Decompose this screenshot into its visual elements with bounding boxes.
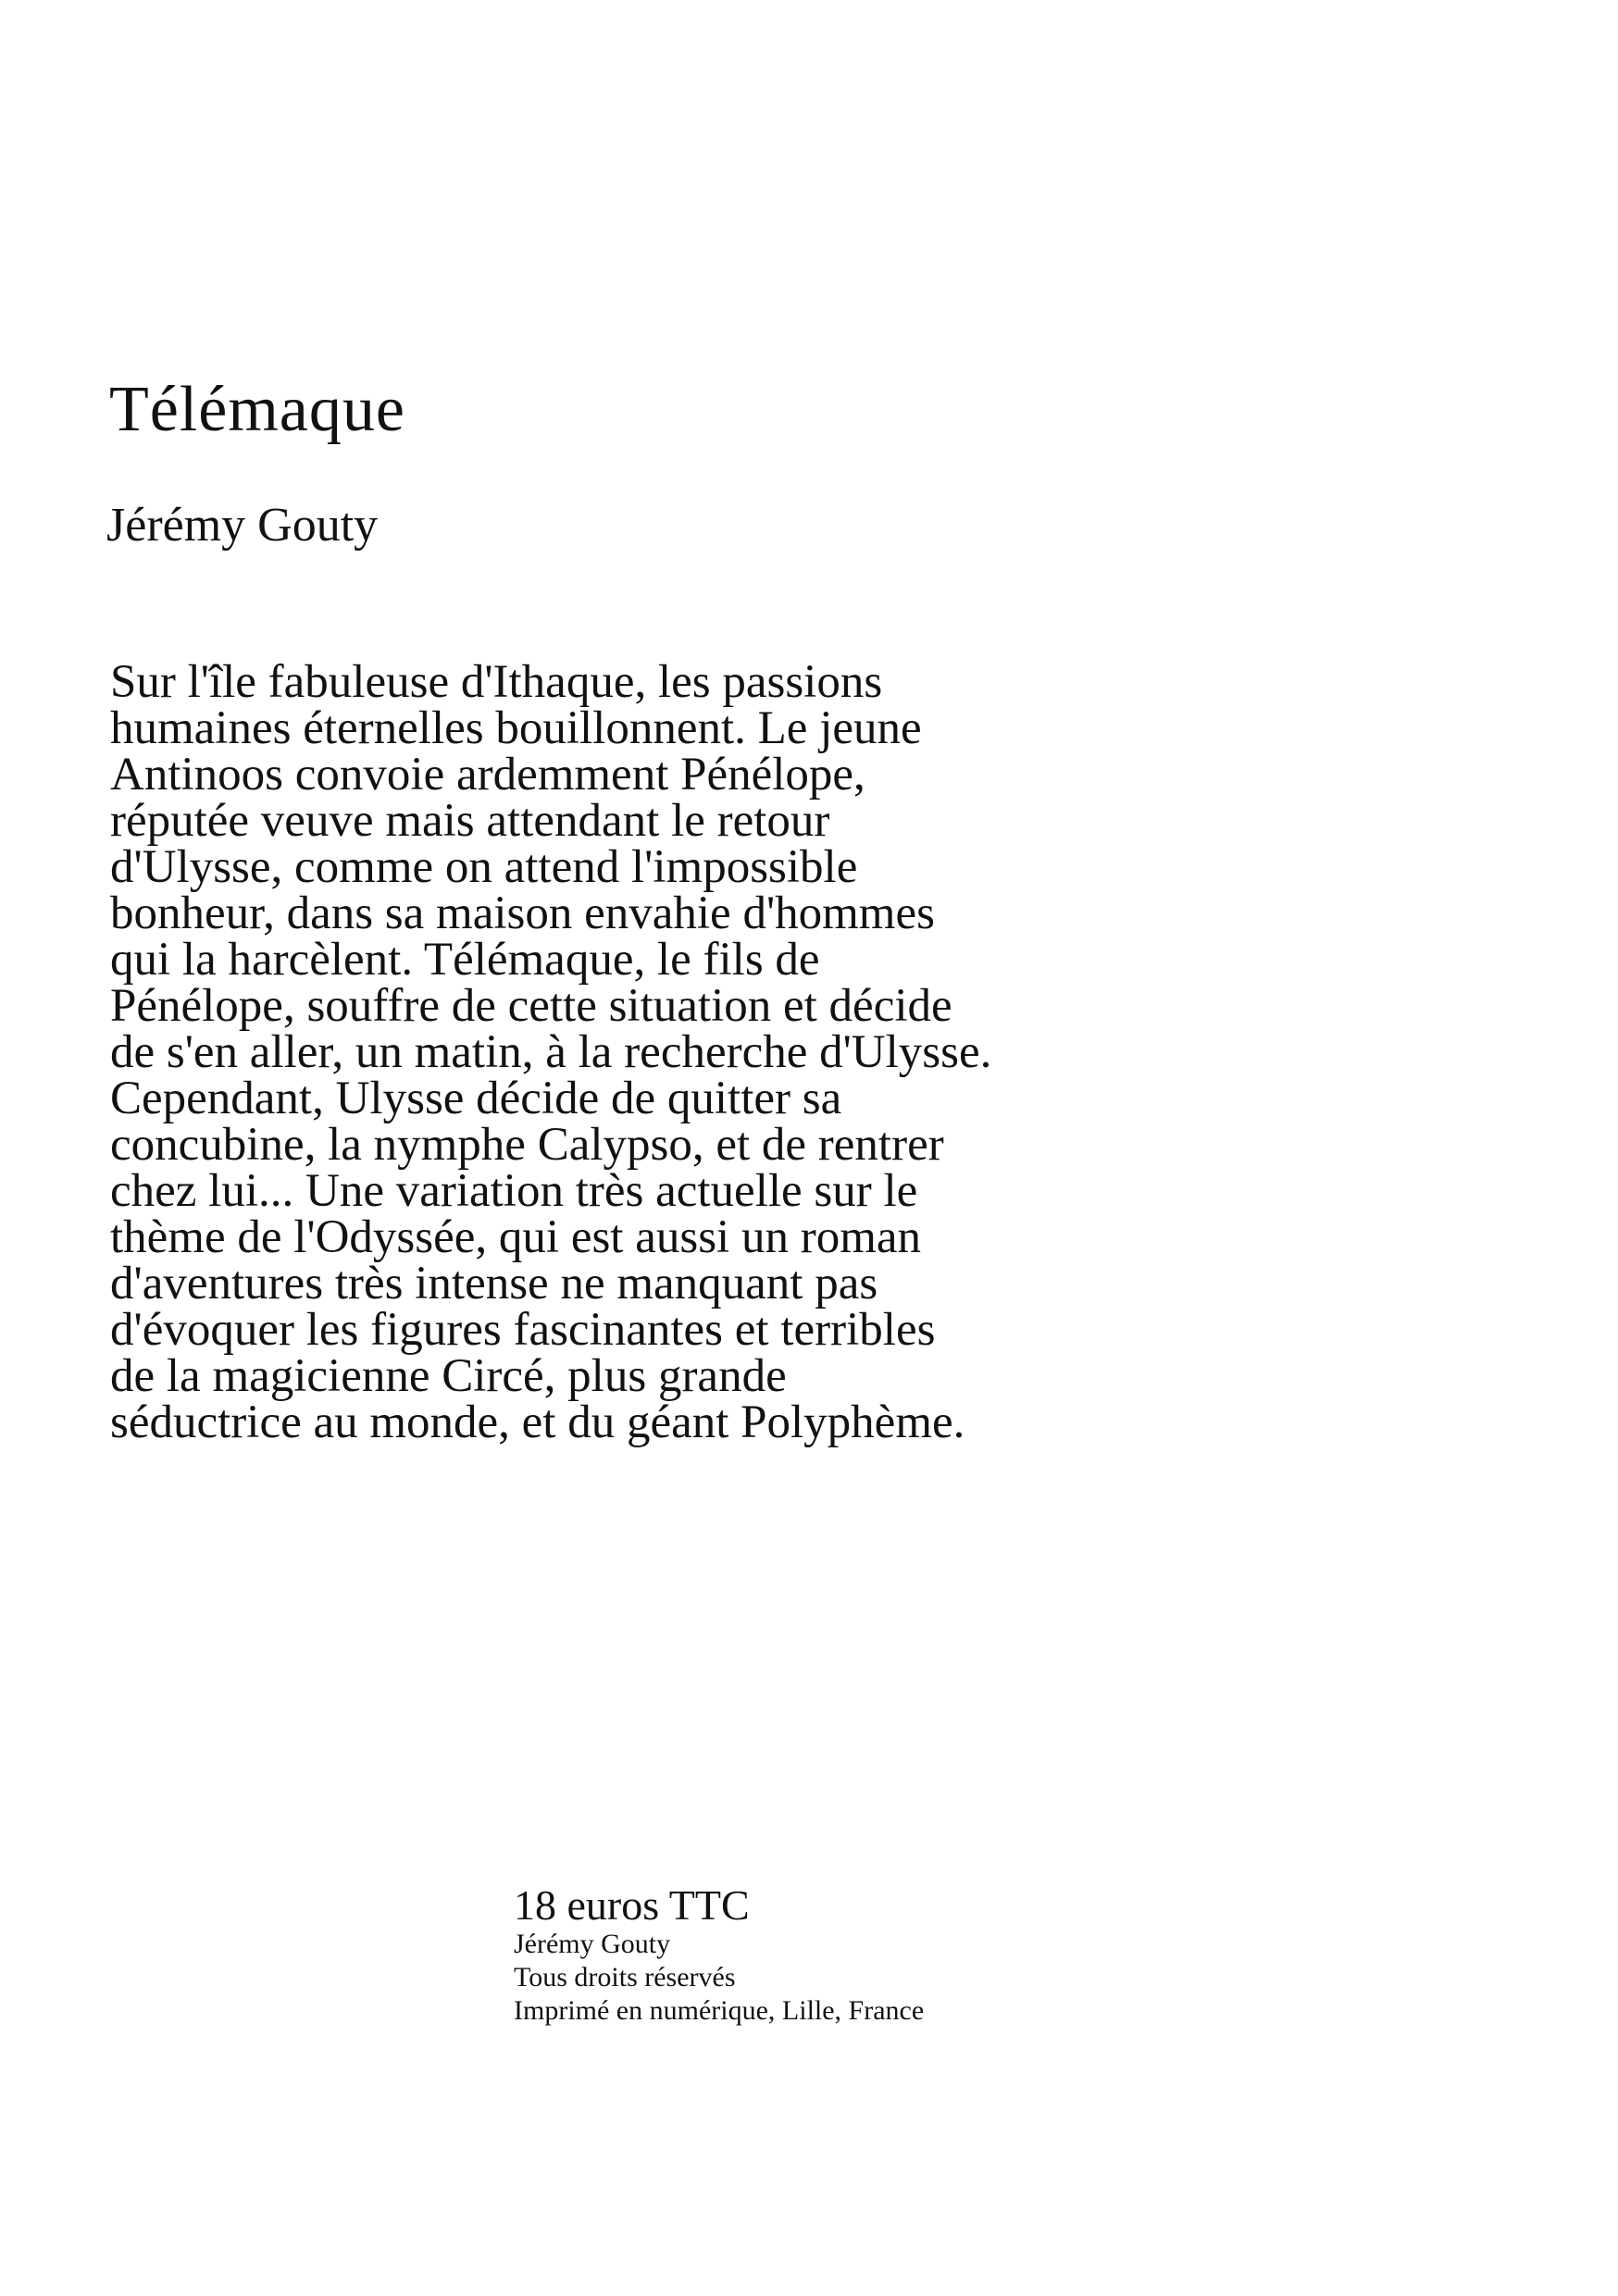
blurb-line: Antinoos convoie ardemment Pénélope, — [110, 749, 865, 800]
blurb-line: bonheur, dans sa maison envahie d'hommes — [110, 887, 935, 939]
blurb-line: réputée veuve mais attendant le retour — [110, 795, 830, 847]
price-label: 18 euros TTC — [514, 1881, 750, 1929]
blurb-line: qui la harcèlent. Télémaque, le fils de — [110, 934, 820, 986]
colophon-author: Jérémy Gouty — [514, 1929, 671, 1959]
book-blurb — [110, 656, 1267, 1448]
blurb-line: d'Ulysse, comme on attend l'impossible — [110, 841, 858, 893]
book-title: Télémaque — [109, 374, 405, 445]
colophon — [514, 1883, 924, 2028]
blurb-line: de la magicienne Circé, plus grande — [110, 1350, 787, 1402]
blurb-line: thème de l'Odyssée, qui est aussi un roman — [110, 1211, 922, 1263]
blurb-line: d'aventures très intense ne manquant pas — [110, 1258, 878, 1309]
blurb-line: concubine, la nymphe Calypso, et de rentrer — [110, 1119, 944, 1171]
blurb-line: de s'en aller, un matin, à la recherche d'Ulysse. — [110, 1026, 992, 1078]
blurb-line: d'évoquer les figures fascinantes et terribles — [110, 1304, 936, 1356]
blurb-line: Cependant, Ulysse décide de quitter sa — [110, 1073, 842, 1124]
printing-note: Imprimé en numérique, Lille, France — [514, 1995, 925, 2026]
blurb-line: Pénélope, souffre de cette situation et décide — [110, 980, 952, 1032]
blurb-line: Sur l'île fabuleuse d'Ithaque, les passions — [110, 656, 883, 708]
blurb-line: séductrice au monde, et du géant Polyphème. — [110, 1396, 965, 1448]
rights-notice: Tous droits réservés — [514, 1962, 736, 1992]
blurb-line: chez lui... Une variation très actuelle sur le — [110, 1165, 918, 1217]
book-author: Jérémy Gouty — [106, 499, 379, 552]
blurb-line: humaines éternelles bouillonnent. Le jeune — [110, 702, 922, 754]
